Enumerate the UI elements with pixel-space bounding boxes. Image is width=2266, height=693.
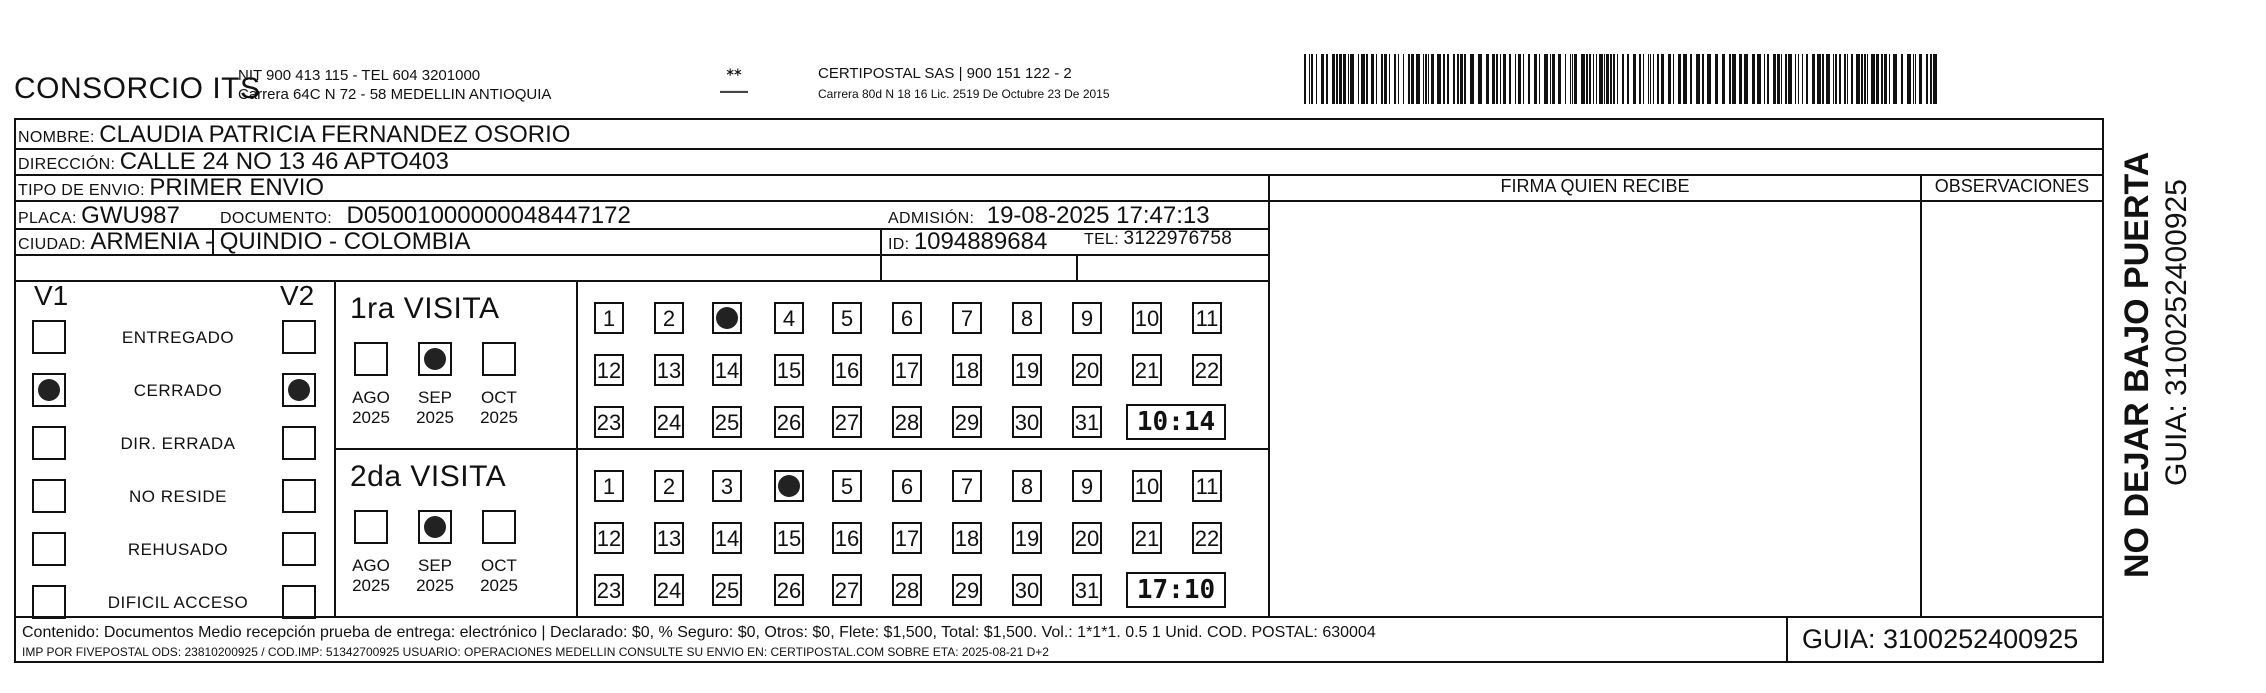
status-option-label: NO RESIDE bbox=[128, 487, 228, 506]
footer-print-info: IMP POR FIVEPOSTAL ODS: 23810200925 / COD.IMP: 51342700925 USUARIO: OPERACIONES MEDELLIN CONSULTE SU ENVIO EN: CERTIPOSTAL.COM SOBRE ETA: 2025-08-21 D+2 bbox=[22, 645, 1049, 659]
barcode-bar bbox=[1926, 54, 1928, 104]
visit-time: 17:10 bbox=[1126, 572, 1226, 608]
v2-checkbox[interactable] bbox=[282, 426, 316, 460]
v1-checkbox[interactable] bbox=[32, 532, 66, 566]
barcode-bar bbox=[1358, 54, 1359, 104]
day-box[interactable]: 6 bbox=[892, 302, 922, 334]
day-box[interactable]: 13 bbox=[654, 522, 684, 554]
v2-checkbox[interactable] bbox=[282, 585, 316, 619]
month-checkbox[interactable] bbox=[418, 342, 452, 376]
check-mark-icon bbox=[38, 379, 60, 401]
day-box[interactable]: 25 bbox=[712, 406, 742, 438]
v2-checkbox[interactable] bbox=[282, 532, 316, 566]
logo-icon: ᕯ bbox=[725, 66, 743, 88]
barcode-bar bbox=[1326, 54, 1328, 104]
barcode-bar bbox=[1847, 54, 1848, 104]
barcode-bar bbox=[1503, 54, 1506, 104]
barcode-bar bbox=[1398, 54, 1399, 104]
documento-row bbox=[220, 202, 631, 230]
day-box[interactable]: 5 bbox=[832, 470, 862, 502]
barcode-bar bbox=[1653, 54, 1654, 104]
barcode-bar bbox=[1565, 54, 1566, 104]
admision-label: ADMISIÓN: bbox=[888, 210, 975, 227]
status-option-label: ENTREGADO bbox=[121, 328, 235, 347]
month-checkbox[interactable] bbox=[418, 510, 452, 544]
day-box[interactable]: 4 bbox=[774, 302, 804, 334]
certipostal-license: Carrera 80d N 18 16 Lic. 2519 De Octubre 23 De 2015 bbox=[818, 87, 1110, 101]
day-box[interactable]: 27 bbox=[832, 406, 862, 438]
month-year: 2025 bbox=[352, 576, 390, 595]
barcode-bar bbox=[1348, 54, 1349, 104]
barcode-bar bbox=[1781, 54, 1782, 104]
check-mark-icon bbox=[716, 307, 738, 329]
tipo-envio-row bbox=[18, 174, 324, 202]
day-box[interactable]: 2 bbox=[654, 470, 684, 502]
month-year: 2025 bbox=[416, 408, 454, 427]
day-box[interactable]: 7 bbox=[952, 302, 982, 334]
day-box[interactable]: 30 bbox=[1012, 406, 1042, 438]
day-box[interactable]: 30 bbox=[1012, 574, 1042, 606]
postal-logo: ᕯ ▬▬▬▬ bbox=[720, 66, 748, 95]
barcode-bar bbox=[1523, 54, 1524, 104]
day-box[interactable] bbox=[712, 302, 742, 334]
barcode-bar bbox=[1715, 54, 1718, 104]
company-address: Carrera 64C N 72 - 58 MEDELLIN ANTIOQUIA bbox=[238, 86, 552, 103]
month-name: OCT bbox=[481, 556, 517, 575]
day-box[interactable]: 13 bbox=[654, 354, 684, 386]
day-box[interactable]: 26 bbox=[774, 574, 804, 606]
day-box[interactable]: 11 bbox=[1192, 302, 1222, 334]
barcode-bar bbox=[1528, 54, 1530, 104]
tel-label: TEL: bbox=[1084, 231, 1119, 248]
barcode-bar bbox=[1889, 54, 1890, 104]
barcode-bar bbox=[1835, 54, 1837, 104]
guia-number: GUIA: 3100252400925 bbox=[1802, 624, 2079, 654]
month-year: 2025 bbox=[416, 576, 454, 595]
barcode-bar bbox=[1722, 54, 1725, 104]
barcode-bar bbox=[1844, 54, 1846, 104]
barcode-bar bbox=[1901, 54, 1903, 104]
company-info bbox=[238, 66, 551, 104]
day-box[interactable]: 15 bbox=[774, 354, 804, 386]
barcode-bar bbox=[1470, 54, 1474, 104]
barcode-bar bbox=[1802, 54, 1803, 104]
day-box[interactable]: 12 bbox=[594, 354, 624, 386]
barcode-bar bbox=[1604, 54, 1605, 104]
barcode-bar bbox=[1416, 54, 1420, 104]
v2-checkbox[interactable] bbox=[282, 373, 316, 407]
barcode-bar bbox=[1492, 54, 1495, 104]
barcode-bar bbox=[1806, 54, 1808, 104]
barcode-bar bbox=[1570, 54, 1571, 104]
barcode-bar bbox=[1394, 54, 1396, 104]
check-mark-icon bbox=[778, 475, 800, 497]
day-box[interactable]: 1 bbox=[594, 302, 624, 334]
barcode-bar bbox=[1648, 54, 1649, 104]
id-row bbox=[888, 228, 1047, 256]
tel-row bbox=[1084, 228, 1232, 250]
barcode-bar bbox=[1933, 54, 1937, 104]
day-box[interactable]: 20 bbox=[1072, 522, 1102, 554]
barcode-bar bbox=[1447, 54, 1449, 104]
barcode-bar bbox=[1437, 54, 1441, 104]
day-box[interactable]: 17 bbox=[892, 354, 922, 386]
barcode-bar bbox=[1678, 54, 1681, 104]
tipo-envio-value: PRIMER ENVIO bbox=[149, 174, 325, 201]
day-box[interactable]: 23 bbox=[594, 406, 624, 438]
barcode-bar bbox=[1589, 54, 1591, 104]
barcode-bar bbox=[1500, 54, 1501, 104]
barcode-bar bbox=[1350, 54, 1354, 104]
month-year: 2025 bbox=[480, 408, 518, 427]
barcode-bar bbox=[1371, 54, 1374, 104]
barcode-bar bbox=[1376, 54, 1377, 104]
barcode-bar bbox=[1593, 54, 1594, 104]
barcode-bar bbox=[1425, 54, 1427, 104]
day-box[interactable]: 29 bbox=[952, 574, 982, 606]
v2-checkbox[interactable] bbox=[282, 479, 316, 513]
day-box[interactable]: 8 bbox=[1012, 470, 1042, 502]
v1-header: V1 bbox=[34, 280, 69, 311]
barcode-bar bbox=[1773, 54, 1776, 104]
company-name: CONSORCIO ITS bbox=[14, 72, 261, 105]
barcode-bar bbox=[1764, 54, 1765, 104]
barcode-bar bbox=[1453, 54, 1455, 104]
tipo-envio-label: TIPO DE ENVIO: bbox=[18, 182, 145, 199]
barcode-bar bbox=[1403, 54, 1404, 104]
barcode-bar bbox=[1744, 54, 1748, 104]
barcode-bar bbox=[1606, 54, 1609, 104]
barcode-bar bbox=[1881, 54, 1883, 104]
barcode-bar bbox=[1729, 54, 1731, 104]
barcode-bar bbox=[1332, 54, 1335, 104]
barcode-bar bbox=[1617, 54, 1618, 104]
v1-checkbox[interactable] bbox=[32, 426, 66, 460]
barcode-bar bbox=[1788, 54, 1792, 104]
barcode-bar bbox=[1309, 54, 1310, 104]
month-year: 2025 bbox=[352, 408, 390, 427]
direccion-value: CALLE 24 NO 13 46 APTO403 bbox=[119, 148, 449, 175]
status-option-label: REHUSADO bbox=[127, 540, 229, 559]
month-label bbox=[474, 556, 524, 596]
day-box[interactable]: 20 bbox=[1072, 354, 1102, 386]
month-label bbox=[474, 388, 524, 428]
id-label: ID: bbox=[888, 236, 910, 253]
placa-row bbox=[18, 202, 180, 230]
barcode-bar bbox=[1381, 54, 1383, 104]
v1-checkbox[interactable] bbox=[32, 373, 66, 407]
barcode-bar bbox=[1316, 54, 1317, 104]
day-box[interactable]: 7 bbox=[952, 470, 982, 502]
day-box[interactable] bbox=[774, 470, 804, 502]
day-box[interactable]: 16 bbox=[832, 354, 862, 386]
day-box[interactable]: 28 bbox=[892, 406, 922, 438]
direccion-label: DIRECCIÓN: bbox=[18, 156, 116, 173]
barcode-bar bbox=[1893, 54, 1897, 104]
visit-title: 1ra VISITA bbox=[350, 292, 500, 325]
day-box[interactable]: 9 bbox=[1072, 302, 1102, 334]
barcode-bar bbox=[1798, 54, 1799, 104]
month-name: AGO bbox=[352, 388, 390, 407]
barcode-bar bbox=[1795, 54, 1796, 104]
barcode-bar bbox=[1690, 54, 1692, 104]
barcode-bar bbox=[1785, 54, 1787, 104]
day-box[interactable]: 22 bbox=[1192, 522, 1222, 554]
day-box[interactable]: 3 bbox=[712, 470, 742, 502]
direccion-row bbox=[18, 148, 449, 176]
barcode-bar bbox=[1339, 54, 1342, 104]
barcode-bar bbox=[1876, 54, 1879, 104]
barcode-bar bbox=[1343, 54, 1346, 104]
barcode-bar bbox=[1913, 54, 1914, 104]
barcode-bar bbox=[1457, 54, 1459, 104]
barcode-bar bbox=[1657, 54, 1659, 104]
day-box[interactable]: 23 bbox=[594, 574, 624, 606]
day-box[interactable]: 29 bbox=[952, 406, 982, 438]
barcode-bar bbox=[1304, 54, 1306, 104]
barcode-bar bbox=[1431, 54, 1434, 104]
no-dejar-warning: NO DEJAR BAJO PUERTA bbox=[2118, 151, 2156, 578]
barcode-bar bbox=[1539, 54, 1540, 104]
day-box[interactable]: 5 bbox=[832, 302, 862, 334]
delivery-form bbox=[14, 118, 2104, 663]
nombre-value: CLAUDIA PATRICIA FERNANDEZ OSORIO bbox=[99, 121, 571, 148]
month-checkbox[interactable] bbox=[482, 342, 516, 376]
day-box[interactable]: 18 bbox=[952, 354, 982, 386]
day-box[interactable]: 31 bbox=[1072, 574, 1102, 606]
v1-checkbox[interactable] bbox=[32, 585, 66, 619]
status-option-label: DIFICIL ACCESO bbox=[107, 593, 249, 612]
day-box[interactable]: 18 bbox=[952, 522, 982, 554]
barcode-bar bbox=[1478, 54, 1482, 104]
barcode-bar bbox=[1423, 54, 1424, 104]
barcode-bar bbox=[1486, 54, 1489, 104]
barcode-bar bbox=[1871, 54, 1875, 104]
barcode-bar bbox=[1817, 54, 1821, 104]
barcode-bar bbox=[1732, 54, 1736, 104]
firma-header: FIRMA QUIEN RECIBE bbox=[1500, 176, 1690, 196]
month-checkbox[interactable] bbox=[482, 510, 516, 544]
barcode-bar bbox=[1336, 54, 1338, 104]
day-box[interactable]: 12 bbox=[594, 522, 624, 554]
day-box[interactable]: 2 bbox=[654, 302, 684, 334]
barcode-bar bbox=[1596, 54, 1597, 104]
barcode bbox=[1304, 54, 1942, 104]
barcode-bar bbox=[1668, 54, 1671, 104]
check-mark-icon bbox=[424, 348, 446, 370]
barcode-bar bbox=[1550, 54, 1551, 104]
certipostal-info bbox=[818, 64, 1110, 104]
barcode-bar bbox=[1389, 54, 1390, 104]
month-label bbox=[346, 556, 396, 596]
tel-value: 3122976758 bbox=[1123, 228, 1233, 249]
barcode-bar bbox=[1515, 54, 1516, 104]
barcode-bar bbox=[1919, 54, 1922, 104]
barcode-bar bbox=[1384, 54, 1387, 104]
barcode-bar bbox=[1907, 54, 1911, 104]
barcode-bar bbox=[1884, 54, 1887, 104]
day-box[interactable]: 21 bbox=[1132, 354, 1162, 386]
observations-area[interactable] bbox=[1922, 202, 2102, 614]
barcode-bar bbox=[1739, 54, 1742, 104]
day-box[interactable]: 31 bbox=[1072, 406, 1102, 438]
visit-title: 2da VISITA bbox=[350, 460, 507, 493]
v2-checkbox[interactable] bbox=[282, 320, 316, 354]
barcode-bar bbox=[1812, 54, 1815, 104]
day-box[interactable]: 26 bbox=[774, 406, 804, 438]
barcode-bar bbox=[1639, 54, 1641, 104]
barcode-bar bbox=[1509, 54, 1511, 104]
barcode-bar bbox=[1826, 54, 1830, 104]
ciudad-value: ARMENIA - QUINDIO - COLOMBIA bbox=[90, 228, 471, 255]
barcode-bar bbox=[1552, 54, 1555, 104]
placa-value: GWU987 bbox=[81, 202, 180, 229]
barcode-bar bbox=[1366, 54, 1368, 104]
month-year: 2025 bbox=[480, 576, 518, 595]
barcode-bar bbox=[1411, 54, 1414, 104]
month-label bbox=[410, 556, 460, 596]
barcode-bar bbox=[1673, 54, 1674, 104]
day-box[interactable]: 25 bbox=[712, 574, 742, 606]
barcode-bar bbox=[1613, 54, 1615, 104]
day-box[interactable]: 14 bbox=[712, 522, 742, 554]
month-name: SEP bbox=[417, 556, 453, 575]
barcode-bar bbox=[1683, 54, 1687, 104]
placa-label: PLACA: bbox=[18, 210, 77, 227]
signature-area[interactable] bbox=[1270, 202, 1920, 614]
company-nit: NIT 900 413 115 - TEL 604 3201000 bbox=[238, 67, 481, 84]
status-option-label: DIR. ERRADA bbox=[120, 434, 236, 453]
month-checkbox[interactable] bbox=[354, 510, 388, 544]
barcode-bar bbox=[1851, 54, 1853, 104]
day-box[interactable]: 19 bbox=[1012, 522, 1042, 554]
barcode-bar bbox=[1599, 54, 1603, 104]
check-mark-icon bbox=[288, 379, 310, 401]
barcode-bar bbox=[1861, 54, 1863, 104]
documento-value: D05001000000048447172 bbox=[346, 202, 631, 229]
day-box[interactable]: 1 bbox=[594, 470, 624, 502]
barcode-bar bbox=[1581, 54, 1585, 104]
ciudad-row bbox=[18, 228, 470, 256]
status-option-label: CERRADO bbox=[133, 381, 223, 400]
barcode-bar bbox=[1833, 54, 1834, 104]
day-box[interactable]: 11 bbox=[1192, 470, 1222, 502]
day-box[interactable]: 6 bbox=[892, 470, 922, 502]
day-box[interactable]: 10 bbox=[1132, 470, 1162, 502]
barcode-bar bbox=[1930, 54, 1932, 104]
barcode-bar bbox=[1534, 54, 1537, 104]
month-label bbox=[346, 388, 396, 428]
certipostal-nit: CERTIPOSTAL SAS | 900 151 122 - 2 bbox=[818, 65, 1072, 82]
barcode-bar bbox=[1822, 54, 1824, 104]
nombre-row bbox=[18, 121, 570, 149]
day-box[interactable]: 17 bbox=[892, 522, 922, 554]
barcode-bar bbox=[1633, 54, 1636, 104]
day-box[interactable]: 24 bbox=[654, 574, 684, 606]
barcode-bar bbox=[1777, 54, 1780, 104]
month-name: OCT bbox=[481, 388, 517, 407]
barcode-bar bbox=[1428, 54, 1429, 104]
admision-value: 19-08-2025 17:47:13 bbox=[986, 202, 1210, 229]
day-box[interactable]: 21 bbox=[1132, 522, 1162, 554]
day-box[interactable]: 27 bbox=[832, 574, 862, 606]
barcode-bar bbox=[1661, 54, 1664, 104]
month-name: AGO bbox=[352, 556, 390, 575]
month-label bbox=[410, 388, 460, 428]
barcode-bar bbox=[1518, 54, 1521, 104]
day-box[interactable]: 8 bbox=[1012, 302, 1042, 334]
side-guia: GUIA: 3100252400925 bbox=[2160, 179, 2193, 486]
observaciones-header: OBSERVACIONES bbox=[1934, 176, 2090, 196]
barcode-bar bbox=[1361, 54, 1365, 104]
day-box[interactable]: 24 bbox=[654, 406, 684, 438]
barcode-bar bbox=[1627, 54, 1629, 104]
visit-time: 10:14 bbox=[1126, 404, 1226, 440]
barcode-bar bbox=[1839, 54, 1841, 104]
barcode-bar bbox=[1650, 54, 1651, 104]
barcode-bar bbox=[1572, 54, 1573, 104]
barcode-bar bbox=[1622, 54, 1624, 104]
id-value: 1094889684 bbox=[913, 228, 1048, 255]
ciudad-label: CIUDAD: bbox=[18, 236, 86, 253]
day-box[interactable]: 16 bbox=[832, 522, 862, 554]
day-box[interactable]: 19 bbox=[1012, 354, 1042, 386]
barcode-bar bbox=[1574, 54, 1577, 104]
nombre-label: NOMBRE: bbox=[18, 129, 95, 146]
documento-label: DOCUMENTO: bbox=[220, 210, 333, 227]
day-box[interactable]: 15 bbox=[774, 522, 804, 554]
month-checkbox[interactable] bbox=[354, 342, 388, 376]
day-box[interactable]: 22 bbox=[1192, 354, 1222, 386]
check-mark-icon bbox=[424, 516, 446, 538]
barcode-bar bbox=[1460, 54, 1463, 104]
day-box[interactable]: 28 bbox=[892, 574, 922, 606]
barcode-bar bbox=[1767, 54, 1769, 104]
admision-row bbox=[888, 202, 1210, 230]
barcode-bar bbox=[1558, 54, 1561, 104]
month-name: SEP bbox=[417, 388, 453, 407]
barcode-bar bbox=[1864, 54, 1866, 104]
barcode-bar bbox=[1867, 54, 1868, 104]
v1-checkbox[interactable] bbox=[32, 479, 66, 513]
barcode-bar bbox=[1408, 54, 1410, 104]
barcode-bar bbox=[1321, 54, 1324, 104]
barcode-bar bbox=[1752, 54, 1755, 104]
barcode-bar bbox=[1496, 54, 1498, 104]
day-box[interactable]: 10 bbox=[1132, 302, 1162, 334]
barcode-bar bbox=[1544, 54, 1548, 104]
barcode-bar bbox=[1464, 54, 1466, 104]
barcode-bar bbox=[1856, 54, 1860, 104]
day-box[interactable]: 9 bbox=[1072, 470, 1102, 502]
barcode-bar bbox=[1610, 54, 1612, 104]
barcode-bar bbox=[1696, 54, 1700, 104]
barcode-bar bbox=[1311, 54, 1313, 104]
barcode-bar bbox=[1915, 54, 1916, 104]
barcode-bar bbox=[1757, 54, 1761, 104]
barcode-bar bbox=[1702, 54, 1704, 104]
v1-checkbox[interactable] bbox=[32, 320, 66, 354]
barcode-bar bbox=[1643, 54, 1644, 104]
barcode-bar bbox=[1707, 54, 1711, 104]
day-box[interactable]: 14 bbox=[712, 354, 742, 386]
v2-header: V2 bbox=[280, 280, 315, 311]
barcode-bar bbox=[1586, 54, 1588, 104]
footer-content: Contenido: Documentos Medio recepción prueba de entrega: electrónico | Declarado: $0, % Seguro: $0, Otros: $0, Flete: $1,500, Total: $1,500. Vol.: 1*1*1. 0.5 1 Unid. COD. POSTAL: 630004 bbox=[22, 624, 1376, 641]
barcode-bar bbox=[1443, 54, 1445, 104]
